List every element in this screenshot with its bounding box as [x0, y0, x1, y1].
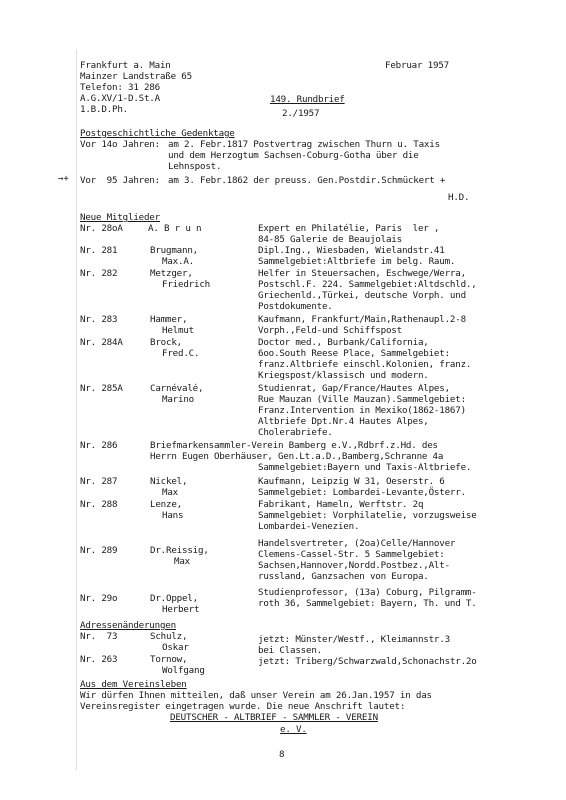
member-info: Expert en Philatélie, Paris ler , — [258, 223, 440, 234]
history-line-1c: Lehnspost. — [168, 161, 222, 172]
member-info: Cholerabriefe. — [258, 427, 333, 438]
member-info: Postschl.F. 224. Sammelgebiet:Altdschld., — [258, 279, 477, 290]
member-name: Lenze, — [150, 499, 182, 510]
member-info: Sachsen,Hannover,Nordd.Postbez.,Alt- — [258, 560, 450, 571]
member-info: Altbriefe Dpt.Nr.4 Hautes Alpes, — [258, 416, 429, 427]
member-info: Handelsvertreter, (2oa)Celle/Hannover — [258, 538, 456, 549]
member-nr: Nr. 284A — [80, 337, 123, 348]
member-nr: Nr. 283 — [80, 314, 118, 325]
page-number: 8 — [279, 749, 285, 760]
member-info: Griechenld.,Türkei, deutsche Vorph. und — [258, 290, 466, 301]
member-info: Dipl.Ing., Wiesbaden, Wielandstr.41 — [258, 245, 445, 256]
changes-heading: Adressenänderungen — [80, 620, 176, 631]
member-nr: Nr. 282 — [80, 268, 118, 279]
member-info: Rue Mauzan (Ville Mauzan).Sammelgebiet: — [258, 394, 466, 405]
change-name: Tornow, — [150, 654, 188, 665]
circular-title: 149. Rundbrief — [270, 94, 345, 105]
member-info: Sammelgebiet:Bayern und Taxis-Altbriefe. — [258, 462, 472, 473]
change-name: Oskar — [162, 642, 189, 653]
member-info: Kaufmann, Leipzig W 31, Oeserstr. 6 — [258, 476, 445, 487]
member-name: Hans — [162, 510, 184, 521]
member-info: Franz.Intervention in Mexiko(1862-1867) — [258, 405, 466, 416]
member-nr: Nr. 285A — [80, 383, 123, 394]
history-heading: Postgeschichtliche Gedenktage — [80, 128, 235, 139]
member-name: Dr.Oppel, — [150, 593, 198, 604]
member-info: 84-85 Galerie de Beaujolais — [258, 234, 402, 245]
sender-phone: Telefon: 31 286 — [80, 82, 160, 93]
club-text-line: Vereinsregister eingetragen wurde. Die neue Anschrift lautet: — [80, 701, 406, 712]
member-info: Clemens-Cassel-Str. 5 Sammelgebiet: — [258, 549, 445, 560]
member-name: Fred.C. — [162, 348, 200, 359]
member-info: Postdokumente. — [258, 301, 333, 312]
member-name: Carnévalé, — [150, 383, 204, 394]
margin-arrow-mark: →+ — [58, 174, 69, 184]
member-name: Dr.Reissig, — [150, 545, 209, 556]
member-info: Studienrat, Gap/France/Hautes Alpes, — [258, 383, 450, 394]
member-name: Marino — [162, 394, 194, 405]
member-name: Max.A. — [162, 256, 194, 267]
member-nr: Nr. 287 — [80, 476, 118, 487]
member-name: Friedrich — [162, 279, 210, 290]
member-info: Fabrikant, Hameln, Werftstr. 2q — [258, 499, 424, 510]
history-prefix-1: Vor 14o Jahren: — [80, 139, 160, 150]
member-info: Sammelgebiet: Vorphilatelie, vorzugsweise — [258, 510, 477, 521]
member-name: Metzger, — [150, 268, 193, 279]
member-nr: Nr. 28oA — [80, 223, 123, 234]
sender-reference-2: 1.B.D.Ph. — [80, 104, 128, 115]
member-info: Studienprofessor, (13a) Coburg, Pilgramm- — [258, 587, 477, 598]
history-prefix-2: Vor 95 Jahren: — [80, 175, 160, 186]
member-info: Sammelgebiet: Lombardei-Levante,Österr. — [258, 487, 466, 498]
member-info: russland, Ganzsachen von Europa. — [258, 571, 429, 582]
member-name: Max — [162, 487, 178, 498]
change-info: bei Classen. — [258, 645, 322, 656]
member-info: Herrn Eugen Oberhäuser, Gen.Lt.a.D.,Bamberg,Schranne 4a — [150, 451, 444, 462]
member-nr: Nr. 286 — [80, 440, 118, 451]
member-name: Herbert — [162, 604, 200, 615]
history-line-2b: H.D. — [448, 192, 470, 203]
club-name: DEUTSCHER - ALTBRIEF - SAMMLER - VEREIN — [170, 712, 378, 723]
member-nr: Nr. 289 — [80, 545, 118, 556]
member-nr: Nr. 288 — [80, 499, 118, 510]
member-name: Max — [174, 556, 190, 567]
margin-line — [76, 50, 77, 770]
member-name: A. B r u n — [148, 223, 202, 234]
change-nr: Nr. 73 — [80, 631, 118, 642]
club-text-line: Wir dürfen Ihnen mitteilen, daß unser Verein am 26.Jan.1957 in das — [80, 690, 432, 701]
member-info: Vorph.,Feld-und Schiffspost — [258, 325, 402, 336]
member-info: Helfer in Steuersachen, Eschwege/Werra, — [258, 268, 466, 279]
member-info: Briefmarkensammler-Verein Bamberg e.V.,Rdbrf.z.Hd. des — [150, 440, 438, 451]
member-info: Sammelgebiet:Altbriefe im belg. Raum. — [258, 256, 456, 267]
member-info: Kaufmann, Frankfurt/Main,Rathenaupl.2-8 — [258, 314, 466, 325]
sender-address-line-1: Frankfurt a. Main — [80, 60, 171, 71]
change-name: Schulz, — [150, 631, 188, 642]
history-line-1a: am 2. Febr.1817 Postvertrag zwischen Thurn u. Taxis — [168, 139, 440, 150]
member-info: Kriegspost/klassisch und modern. — [258, 370, 429, 381]
member-info: roth 36, Sammelgebiet: Bayern, Th. und T. — [258, 598, 477, 609]
letter-date: Februar 1957 — [385, 60, 449, 71]
club-heading: Aus dem Vereinsleben — [80, 679, 187, 690]
member-nr: Nr. 281 — [80, 245, 118, 256]
member-name: Brock, — [150, 337, 182, 348]
member-name: Nickel, — [150, 476, 188, 487]
sender-address-line-2: Mainzer Landstraße 65 — [80, 71, 192, 82]
member-info: franz.Altbriefe einschl.Kolonien, franz. — [258, 359, 472, 370]
history-line-2a: am 3. Febr.1862 der preuss. Gen.Postdir.Schmückert + — [168, 175, 446, 186]
change-name: Wolfgang — [162, 665, 205, 676]
member-info: 6oo.South Reese Place, Sammelgebiet: — [258, 348, 450, 359]
change-nr: Nr. 263 — [80, 654, 118, 665]
members-heading: Neue Mitglieder — [80, 212, 160, 223]
history-line-1b: und dem Herzogtum Sachsen-Coburg-Gotha über die — [168, 150, 419, 161]
change-info: jetzt: Triberg/Schwarzwald,Schonachstr.2o — [258, 656, 477, 667]
member-info: Doctor med., Burbank/California, — [258, 337, 429, 348]
member-name: Hammer, — [150, 314, 188, 325]
change-info: jetzt: Münster/Westf., Kleimannstr.3 — [258, 634, 450, 645]
member-name: Brugmann, — [150, 245, 198, 256]
circular-number: 2./1957 — [282, 108, 320, 119]
member-name: Helmut — [162, 325, 194, 336]
member-nr: Nr. 29o — [80, 593, 118, 604]
club-suffix: e. V. — [280, 724, 307, 735]
sender-reference: A.G.XV/1-D.St.A — [80, 93, 160, 104]
member-info: Lombardei-Venezien. — [258, 521, 360, 532]
